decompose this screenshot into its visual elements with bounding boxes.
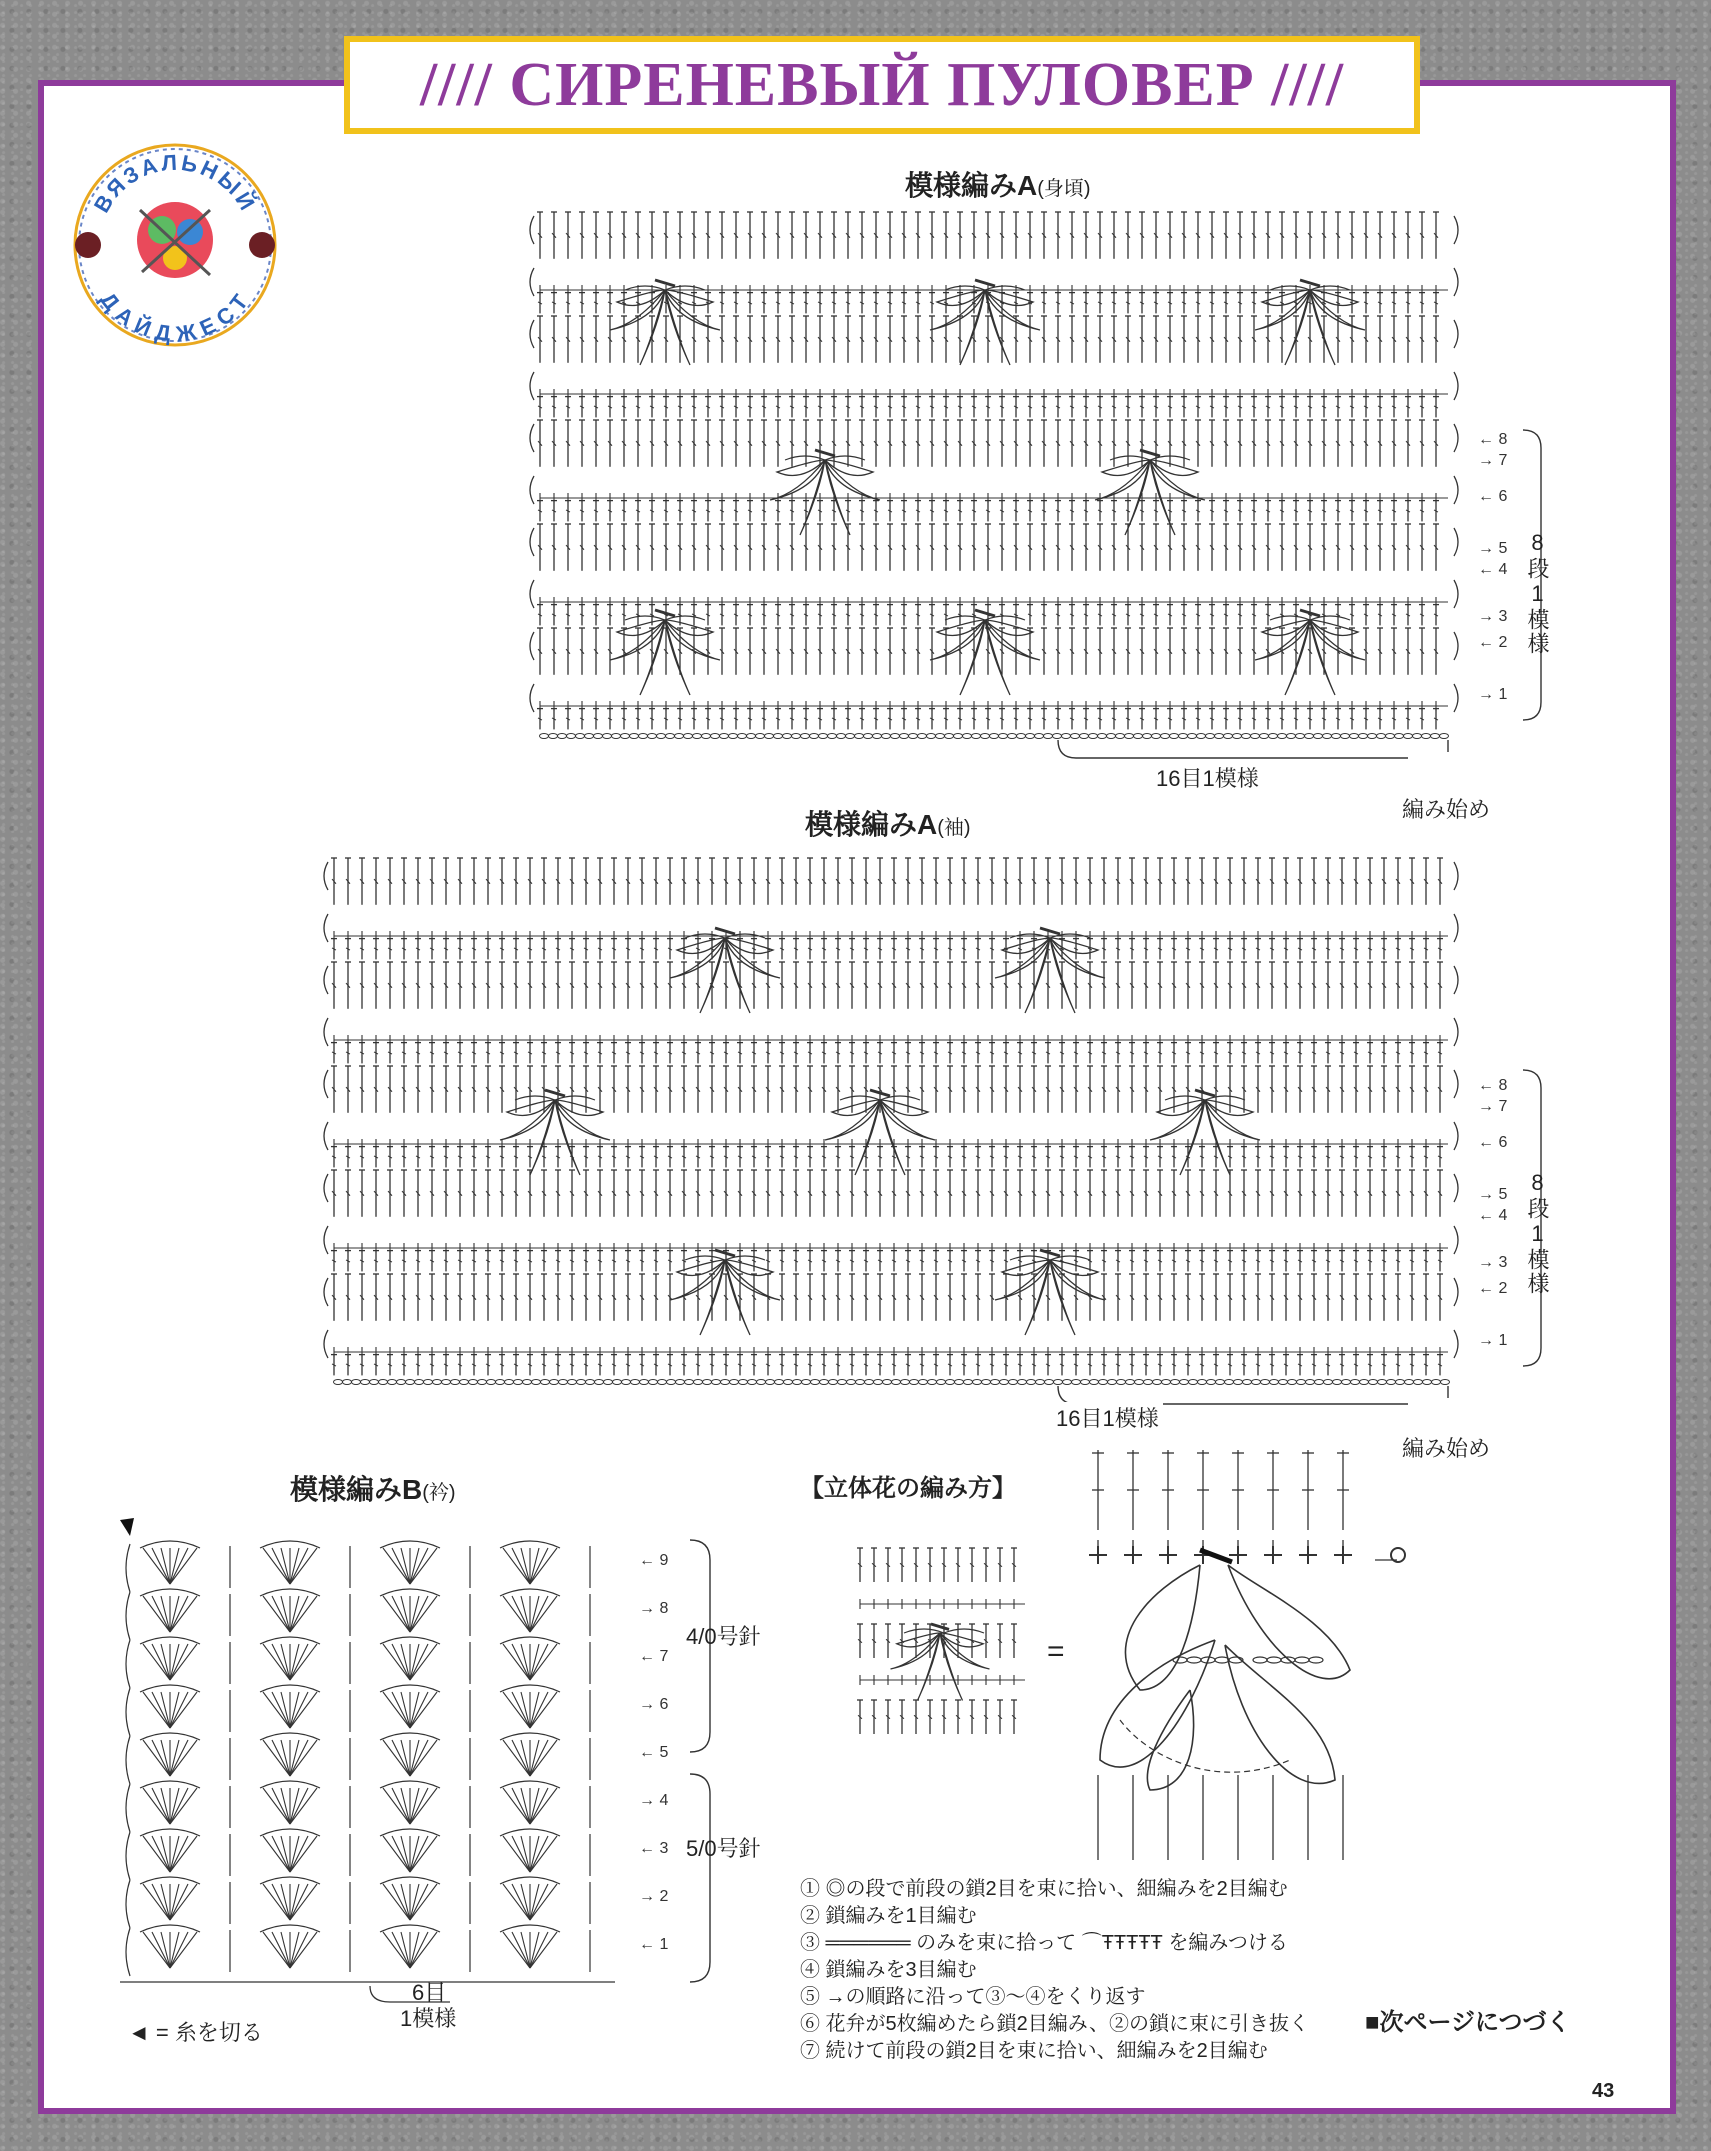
row-number: → 4: [639, 1792, 669, 1809]
banner-title: //// СИРЕНЕВЫЙ ПУЛОВЕР ////: [419, 50, 1345, 119]
flower-step: ② 鎖編みを1目編む: [800, 1905, 977, 1927]
row-number: ← 5: [639, 1744, 669, 1761]
logo-top-text: ВЯЗАЛЬНЫЙ: [88, 149, 262, 217]
chart-b-legend: ◄ = 糸を切る: [128, 2020, 263, 2045]
row-number: → 3: [1478, 1253, 1508, 1271]
chart-a-sleeve-start-label: 編み始め: [1402, 1436, 1491, 1461]
row-number: → 7: [1478, 1097, 1508, 1115]
row-number: → 5: [1478, 540, 1508, 557]
chart-a-body-start-label: 編み始め: [1402, 797, 1491, 822]
row-number: ← 6: [1478, 1134, 1508, 1151]
chart-b-needle-lower: 5/0号針: [686, 1836, 761, 1861]
chart-a-body-title: 模様編みA(身頃): [905, 170, 1091, 201]
chart-a-sleeve-title: 模様編みA(袖): [805, 809, 971, 840]
row-number: ← 6: [1478, 488, 1508, 505]
row-number: ← 8: [1478, 1076, 1508, 1094]
row-number: ← 9: [639, 1552, 669, 1569]
continue-next-page: ■次ページにつづく: [1365, 2009, 1571, 2036]
chart-b-repeat-label-2: 1模様: [400, 2006, 457, 2031]
chart-a-body-grid: [530, 212, 1541, 758]
flower-equals-sign: =: [1047, 1635, 1065, 1668]
flower-title: 【立体花の編み方】: [800, 1475, 1016, 1502]
chart-b-needle-upper: 4/0号針: [686, 1624, 761, 1649]
row-number: → 7: [1478, 451, 1508, 469]
flower-step: ⑤ →の順路に沿って③～④をくり返す: [800, 1986, 1146, 2008]
row-number: ← 1: [639, 1936, 669, 1953]
row-number: ← 2: [1478, 633, 1508, 651]
row-number: ← 7: [639, 1648, 669, 1665]
flower-step: ⑥ 花弁が5枚編めたら鎖2目編み、②の鎖に束に引き抜く: [800, 2013, 1310, 2035]
chart-b-grid: [120, 1518, 710, 2002]
page-number: 43: [1592, 2080, 1615, 2102]
row-number: → 8: [639, 1600, 669, 1617]
chart-a-sleeve-repeat-label: 16目1模様: [1052, 1402, 1163, 1433]
row-number: → 5: [1478, 1186, 1508, 1203]
row-number: ← 4: [1478, 560, 1508, 578]
row-number: ← 3: [639, 1840, 669, 1857]
flower-step: ③ ══════ のみを束に拾って ⌒ŦŦŦŦŦ を編みつける: [800, 1932, 1288, 1954]
row-number: ← 2: [1478, 1279, 1508, 1297]
flower-steps: [800, 1876, 1309, 2065]
row-number: → 1: [1478, 1331, 1508, 1349]
row-number: → 2: [639, 1888, 669, 1905]
logo-bottom-text: ДАЙДЖЕСТ: [95, 287, 255, 347]
row-number: ← 4: [1478, 1206, 1508, 1224]
flower-detail-diagram: [1089, 1450, 1405, 1860]
chart-b-title: 模様編みB(衿): [290, 1474, 456, 1505]
chart-a-body-vertical-label: 8段1模様: [1525, 530, 1550, 656]
chart-a-body-repeat-label: 16目1模様: [1152, 762, 1263, 793]
chart-a-sleeve-vertical-label: 8段1模様: [1525, 1170, 1550, 1296]
chart-a-sleeve-grid: [324, 858, 1541, 1404]
flower-step: ④ 鎖編みを3目編む: [800, 1959, 977, 1981]
row-number: ← 8: [1478, 430, 1508, 448]
row-number: → 1: [1478, 685, 1508, 703]
flower-step: ⑦ 続けて前段の鎖2目を束に拾い、細編みを2目編む: [800, 2040, 1268, 2062]
row-number: → 6: [639, 1696, 669, 1713]
row-number: → 3: [1478, 607, 1508, 625]
flower-small-grid: [857, 1548, 1025, 1734]
chart-b-repeat-label-1: 6目: [412, 1980, 447, 2005]
flower-step: ① ◎の段で前段の鎖2目を束に拾い、細編みを2目編む: [800, 1878, 1288, 1900]
